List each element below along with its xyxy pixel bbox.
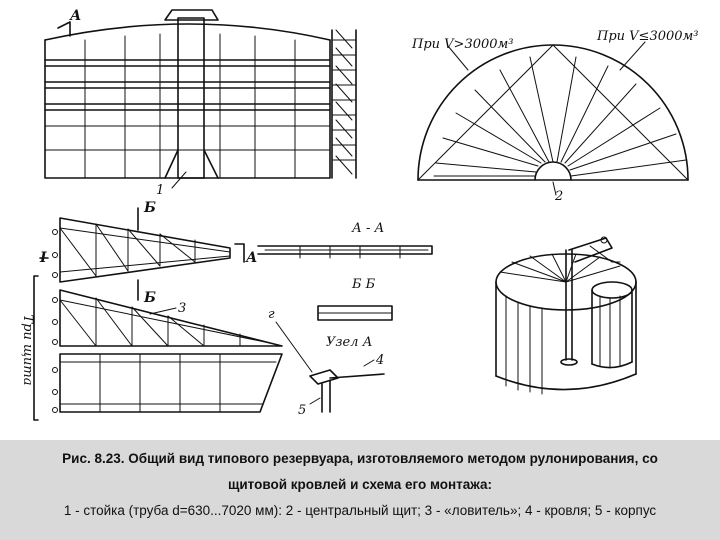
- label-v-le-3000: При V≤3000м³: [597, 29, 699, 44]
- caption-title-line-1: Рис. 8.23. Общий вид типового резервуара, изготовляемого методом рулонирования, со: [62, 451, 658, 466]
- caption-legend: 1 - стойка (труба d=630...7020 мм): 2 - центральный щит; 3 - «ловитель»; 4 - кровля; 5 - корпус: [63, 503, 657, 518]
- label-1: 1: [156, 183, 165, 198]
- node-a: [268, 307, 384, 418]
- roof-plan: [411, 29, 699, 204]
- mark-a-right: А: [246, 250, 258, 266]
- mark-view-a: А: [70, 8, 82, 24]
- tank-elevation: [45, 8, 356, 198]
- roof-shield-middle: [53, 280, 283, 346]
- mark-b-top: Б: [144, 200, 156, 216]
- roof-shield-top: [39, 200, 257, 282]
- label-3: 3: [178, 301, 187, 316]
- label-node-a: Узел А: [326, 335, 373, 350]
- caption-title-line-2: щитовой кровлей и схема его монтажа:: [227, 477, 493, 492]
- mark-r: г: [268, 307, 275, 322]
- roof-shield-bottom: [53, 354, 283, 413]
- label-v-gt-3000: При V>3000м³: [412, 37, 514, 52]
- label-5: 5: [298, 403, 307, 418]
- mark-i: I: [40, 250, 47, 266]
- mark-b-bottom: Б: [144, 290, 156, 306]
- section-b-b: [318, 277, 392, 320]
- label-2: 2: [555, 189, 564, 204]
- label-4: 4: [376, 353, 385, 368]
- label-three-shields: Три щита: [20, 314, 35, 386]
- label-section-b-b: Б Б: [352, 277, 376, 292]
- assembly-perspective: [496, 237, 636, 394]
- label-section-a-a: А - А: [352, 221, 385, 236]
- section-a-a: [258, 221, 432, 258]
- three-shields-brace: [20, 276, 38, 420]
- figure-caption: [0, 440, 720, 540]
